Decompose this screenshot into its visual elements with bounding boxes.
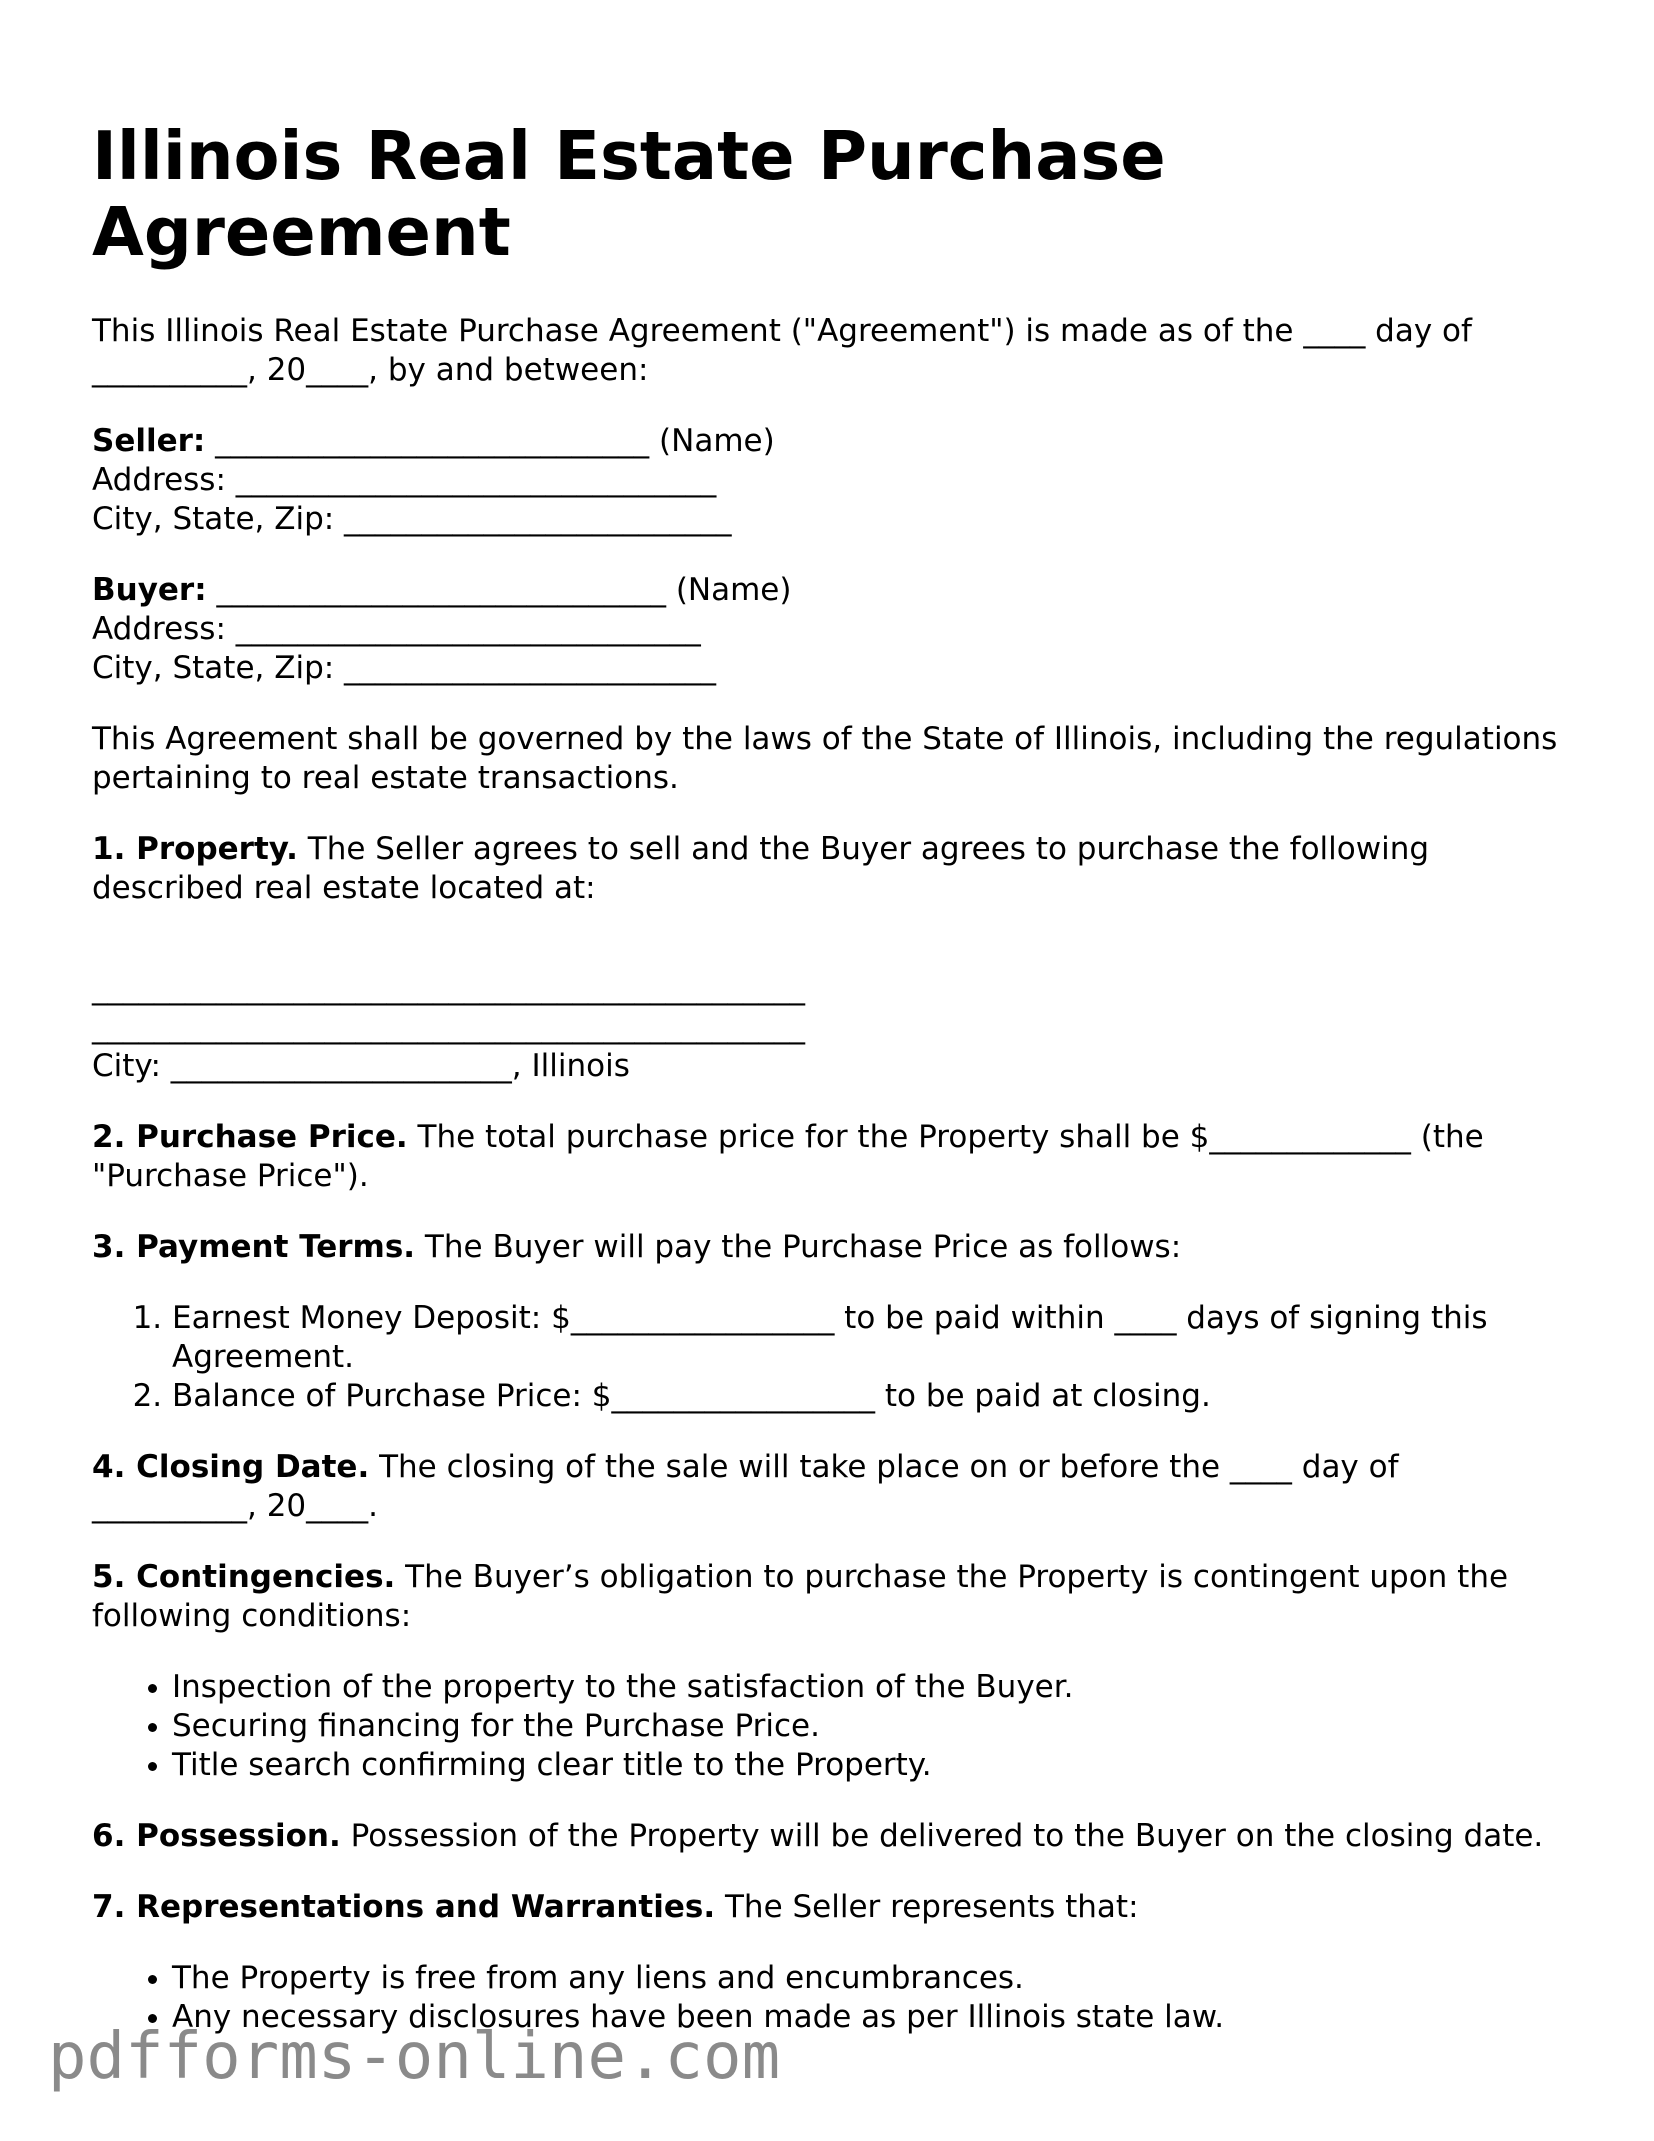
section-warranties (92, 1888, 1572, 1927)
buyer-name-line (92, 571, 1572, 610)
list-item: • Securing financing for the Purchase Price. (172, 1707, 1572, 1746)
section-warranties-text: The Seller represents that: (715, 1889, 1139, 1925)
contingencies-list (92, 1668, 1572, 1785)
section-possession (92, 1817, 1572, 1856)
payment-terms-list (92, 1299, 1572, 1416)
section-possession-heading: 6. Possession. (92, 1818, 341, 1854)
intro-paragraph: This Illinois Real Estate Purchase Agreement ("Agreement") is made as of the ____ day of __________, 20____, by and between: (92, 313, 1472, 388)
section-contingencies-heading: 5. Contingencies. (92, 1559, 396, 1595)
seller-block (92, 422, 1572, 539)
list-item: • Any necessary disclosures have been made as per Illinois state law. (172, 1998, 1572, 2037)
section-purchase-price (92, 1118, 1572, 1196)
seller-city-line: City, State, Zip: _________________________ (92, 501, 732, 537)
section-payment-terms-heading: 3. Payment Terms. (92, 1229, 416, 1265)
buyer-label: Buyer: (92, 572, 207, 608)
section-warranties-heading: 7. Representations and Warranties. (92, 1889, 716, 1925)
section-purchase-price-heading: 2. Purchase Price. (92, 1119, 408, 1155)
buyer-address-line: Address: ______________________________ (92, 611, 701, 647)
list-item: • Title search confirming clear title to the Property. (172, 1746, 1572, 1785)
watermark: pdfforms-online.com (48, 2020, 781, 2094)
document-page (92, 118, 1572, 2037)
property-address-line-1: ______________________________________________ (92, 970, 805, 1006)
section-purchase-price-text: The total purchase price for the Property shall be $_____________ (the "Purchase Price"). (92, 1119, 1484, 1194)
seller-address-line: Address: _______________________________ (92, 462, 717, 498)
section-contingencies (92, 1558, 1572, 1636)
section-payment-terms (92, 1228, 1572, 1267)
property-address-line-2: ______________________________________________ (92, 1009, 805, 1045)
buyer-name-field: _____________________________ (Name) (206, 572, 792, 608)
property-city-line: City: ______________________, Illinois (92, 1048, 630, 1084)
seller-name-field: ____________________________ (Name) (205, 423, 775, 459)
section-payment-terms-text: The Buyer will pay the Purchase Price as follows: (415, 1229, 1182, 1265)
section-property (92, 830, 1572, 908)
list-item: • The Property is free from any liens and encumbrances. (172, 1959, 1572, 1998)
section-closing-date-heading: 4. Closing Date. (92, 1449, 370, 1485)
governing-law-paragraph: This Agreement shall be governed by the laws of the State of Illinois, including the regulations pertaining to real estate transactions. (92, 721, 1558, 796)
section-closing-date (92, 1448, 1572, 1526)
seller-label: Seller: (92, 423, 206, 459)
list-item: 1. Earnest Money Deposit: $_________________ to be paid within ____ days of signing this Agreement. (172, 1299, 1572, 1377)
buyer-city-line: City, State, Zip: ________________________ (92, 650, 717, 686)
section-possession-text: Possession of the Property will be delivered to the Buyer on the closing date. (340, 1818, 1544, 1854)
buyer-block (92, 571, 1572, 688)
list-item: 2. Balance of Purchase Price: $_________________ to be paid at closing. (172, 1377, 1572, 1416)
seller-name-line (92, 422, 1572, 461)
section-contingencies-text: The Buyer’s obligation to purchase the Property is contingent upon the following conditions: (92, 1559, 1509, 1634)
section-property-text: The Seller agrees to sell and the Buyer agrees to purchase the following described real estate located at: (92, 831, 1430, 906)
document-title: Illinois Real Estate Purchase Agreement (92, 117, 1166, 271)
property-address-block (92, 940, 1572, 1086)
section-property-heading: 1. Property. (92, 831, 298, 867)
section-closing-date-text: The closing of the sale will take place on or before the ____ day of __________, 20____. (92, 1449, 1399, 1524)
list-item: • Inspection of the property to the satisfaction of the Buyer. (172, 1668, 1572, 1707)
